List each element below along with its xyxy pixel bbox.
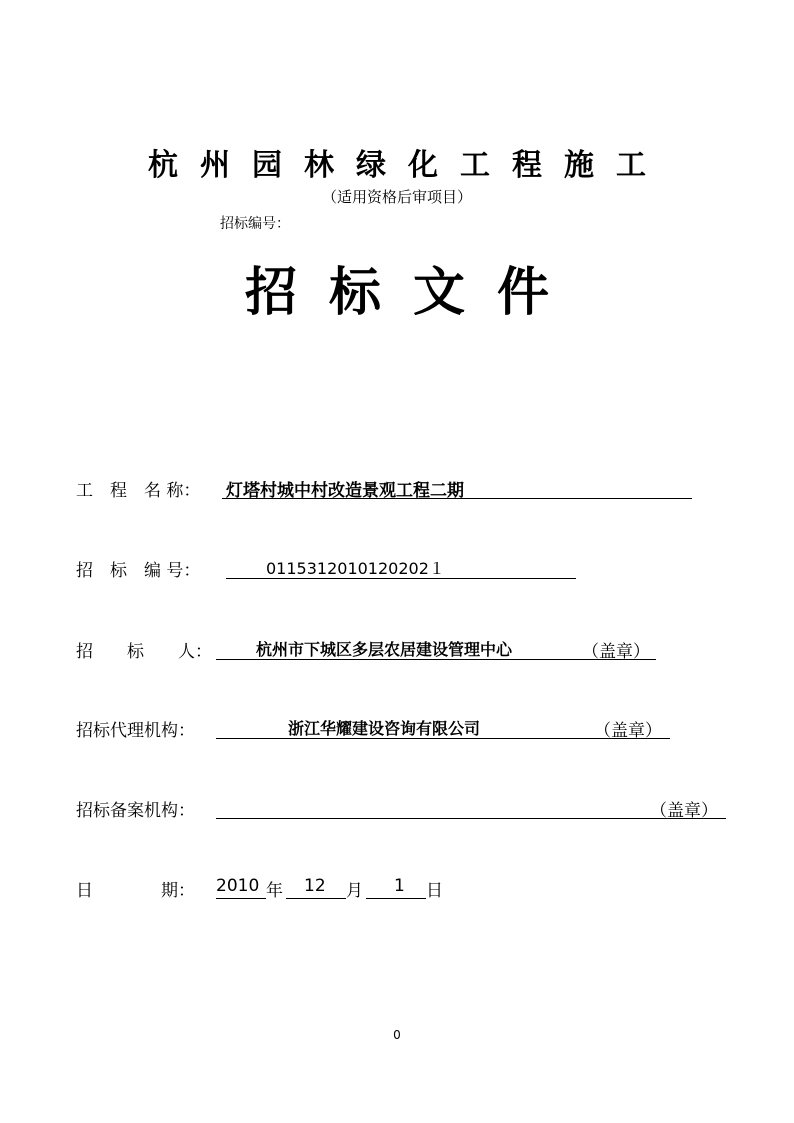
date-label: 日 期： — [76, 881, 195, 901]
tenderer-value: 杭州市下城区多层农居建设管理中心 — [256, 640, 513, 659]
date-row — [76, 876, 476, 902]
bid-number-label: 招 标 编 号： — [76, 561, 201, 581]
bid-number-label-top: 招标编号： — [220, 216, 290, 232]
month-unit: 月 — [346, 881, 363, 901]
year-value: 2010 — [216, 876, 260, 896]
subtitle: （适用资格后审项目） — [321, 188, 472, 206]
record-agency-row — [76, 796, 736, 822]
project-category-title: 杭州园林绿化工程施工 — [148, 148, 668, 183]
day-value: 1 — [394, 876, 405, 896]
tenderer-row — [76, 637, 676, 663]
project-name-row — [76, 476, 716, 502]
record-agency-seal: （盖章） — [650, 801, 718, 821]
year-unit: 年 — [266, 881, 283, 901]
document-title: 招标文件 — [244, 262, 581, 323]
tenderer-label: 招 标 人： — [76, 642, 212, 662]
record-agency-label: 招标备案机构： — [76, 801, 195, 821]
agency-seal: （盖章） — [594, 721, 662, 741]
project-name-label: 工 程 名 称： — [76, 481, 201, 501]
agency-row — [76, 716, 696, 742]
page-number: 0 — [393, 1028, 401, 1042]
month-value: 12 — [304, 876, 326, 896]
bid-number-row — [76, 556, 676, 582]
project-name-value: 灯塔村城中村改造景观工程二期 — [226, 481, 464, 501]
agency-label: 招标代理机构： — [76, 721, 195, 741]
tenderer-seal: （盖章） — [582, 642, 650, 662]
day-unit: 日 — [426, 881, 443, 901]
bid-number-value: 0115312010120202１ — [266, 559, 445, 578]
agency-value: 浙江华耀建设咨询有限公司 — [288, 719, 481, 738]
